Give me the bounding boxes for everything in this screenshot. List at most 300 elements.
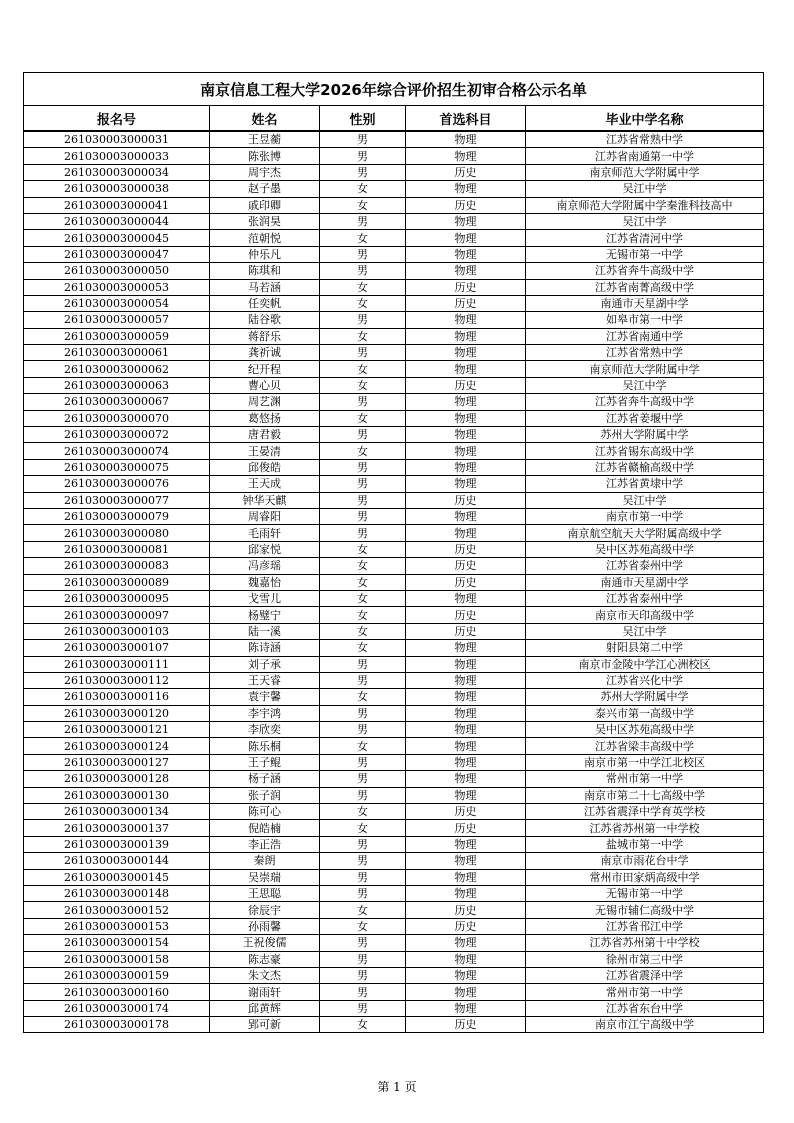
gender-cell: 女	[320, 328, 406, 344]
high-school-cell: 吴江中学	[526, 213, 764, 229]
primary-subject-cell: 物理	[406, 951, 526, 967]
primary-subject-cell: 物理	[406, 427, 526, 443]
admission-list-sheet	[23, 72, 763, 1033]
primary-subject-cell: 物理	[406, 263, 526, 279]
gender-cell: 男	[320, 853, 406, 869]
name-cell: 周宇杰	[210, 164, 320, 180]
table-row	[24, 427, 764, 443]
table-row	[24, 312, 764, 328]
name-cell: 纪开程	[210, 361, 320, 377]
table-row	[24, 722, 764, 738]
table-row	[24, 558, 764, 574]
primary-subject-cell: 历史	[406, 820, 526, 836]
registration-number-cell: 261030003000072	[24, 427, 210, 443]
table-row	[24, 394, 764, 410]
name-cell: 葛悠扬	[210, 410, 320, 426]
registration-number-cell: 261030003000034	[24, 164, 210, 180]
gender-cell: 女	[320, 918, 406, 934]
table-row	[24, 131, 764, 148]
primary-subject-cell: 物理	[406, 836, 526, 852]
high-school-cell: 江苏省泰州中学	[526, 558, 764, 574]
gender-cell: 男	[320, 951, 406, 967]
name-cell: 李宇鸿	[210, 705, 320, 721]
document-title: 南京信息工程大学2026年综合评价招生初审合格公示名单	[24, 73, 764, 106]
primary-subject-cell: 历史	[406, 1017, 526, 1033]
primary-subject-cell: 物理	[406, 394, 526, 410]
registration-number-cell: 261030003000083	[24, 558, 210, 574]
name-cell: 陈琪和	[210, 263, 320, 279]
column-header-name: 姓名	[210, 106, 320, 132]
registration-number-cell: 261030003000063	[24, 377, 210, 393]
table-row	[24, 459, 764, 475]
name-cell: 马若涵	[210, 279, 320, 295]
name-cell: 陈可心	[210, 804, 320, 820]
gender-cell: 女	[320, 640, 406, 656]
registration-number-cell: 261030003000116	[24, 689, 210, 705]
column-header-primary-subject: 首选科目	[406, 106, 526, 132]
table-row	[24, 164, 764, 180]
registration-number-cell: 261030003000127	[24, 754, 210, 770]
primary-subject-cell: 物理	[406, 722, 526, 738]
gender-cell: 女	[320, 410, 406, 426]
name-cell: 陈诗涵	[210, 640, 320, 656]
table-row	[24, 377, 764, 393]
registration-number-cell: 261030003000033	[24, 148, 210, 164]
primary-subject-cell: 历史	[406, 377, 526, 393]
table-row	[24, 853, 764, 869]
primary-subject-cell: 物理	[406, 181, 526, 197]
table-row	[24, 918, 764, 934]
primary-subject-cell: 物理	[406, 771, 526, 787]
table-row	[24, 804, 764, 820]
column-header-high-school: 毕业中学名称	[526, 106, 764, 132]
primary-subject-cell: 物理	[406, 738, 526, 754]
name-cell: 钟华天麒	[210, 492, 320, 508]
registration-number-cell: 261030003000067	[24, 394, 210, 410]
high-school-cell: 江苏省兴化中学	[526, 672, 764, 688]
registration-number-cell: 261030003000158	[24, 951, 210, 967]
high-school-cell: 南京市江宁高级中学	[526, 1017, 764, 1033]
high-school-cell: 无锡市第一中学	[526, 246, 764, 262]
gender-cell: 女	[320, 558, 406, 574]
high-school-cell: 吴江中学	[526, 492, 764, 508]
primary-subject-cell: 物理	[406, 213, 526, 229]
primary-subject-cell: 物理	[406, 656, 526, 672]
high-school-cell: 常州市田家炳高级中学	[526, 869, 764, 885]
primary-subject-cell: 物理	[406, 754, 526, 770]
table-row	[24, 492, 764, 508]
gender-cell: 男	[320, 508, 406, 524]
primary-subject-cell: 历史	[406, 541, 526, 557]
primary-subject-cell: 物理	[406, 689, 526, 705]
gender-cell: 男	[320, 722, 406, 738]
primary-subject-cell: 物理	[406, 984, 526, 1000]
gender-cell: 女	[320, 590, 406, 606]
high-school-cell: 江苏省苏州第十中学校	[526, 935, 764, 951]
name-cell: 李正浩	[210, 836, 320, 852]
name-cell: 倪皓楠	[210, 820, 320, 836]
table-row	[24, 525, 764, 541]
table-row	[24, 820, 764, 836]
high-school-cell: 泰兴市第一高级中学	[526, 705, 764, 721]
name-cell: 邱黄辉	[210, 1000, 320, 1016]
registration-number-cell: 261030003000121	[24, 722, 210, 738]
table-row	[24, 410, 764, 426]
table-row	[24, 148, 764, 164]
primary-subject-cell: 物理	[406, 459, 526, 475]
gender-cell: 女	[320, 377, 406, 393]
primary-subject-cell: 历史	[406, 279, 526, 295]
table-row	[24, 705, 764, 721]
gender-cell: 女	[320, 361, 406, 377]
name-cell: 唐君毅	[210, 427, 320, 443]
name-cell: 谢雨轩	[210, 984, 320, 1000]
name-cell: 秦朗	[210, 853, 320, 869]
registration-number-cell: 261030003000044	[24, 213, 210, 229]
high-school-cell: 吴中区苏苑高级中学	[526, 541, 764, 557]
table-row	[24, 230, 764, 246]
gender-cell: 女	[320, 607, 406, 623]
high-school-cell: 江苏省姜堰中学	[526, 410, 764, 426]
high-school-cell: 射阳县第二中学	[526, 640, 764, 656]
primary-subject-cell: 物理	[406, 1000, 526, 1016]
gender-cell: 女	[320, 443, 406, 459]
name-cell: 杨璧宁	[210, 607, 320, 623]
high-school-cell: 南京市金陵中学江心洲校区	[526, 656, 764, 672]
high-school-cell: 南京市雨花台中学	[526, 853, 764, 869]
registration-number-cell: 261030003000074	[24, 443, 210, 459]
gender-cell: 女	[320, 181, 406, 197]
table-row	[24, 443, 764, 459]
registration-number-cell: 261030003000080	[24, 525, 210, 541]
admission-list-table	[23, 72, 764, 1033]
primary-subject-cell: 历史	[406, 574, 526, 590]
high-school-cell: 江苏省苏州第一中学校	[526, 820, 764, 836]
gender-cell: 男	[320, 427, 406, 443]
high-school-cell: 江苏省震泽中学	[526, 967, 764, 983]
name-cell: 邱家悦	[210, 541, 320, 557]
high-school-cell: 南京市第一中学	[526, 508, 764, 524]
primary-subject-cell: 历史	[406, 607, 526, 623]
name-cell: 范朝悦	[210, 230, 320, 246]
name-cell: 王昱蘅	[210, 131, 320, 148]
registration-number-cell: 261030003000159	[24, 967, 210, 983]
primary-subject-cell: 物理	[406, 230, 526, 246]
name-cell: 陈张博	[210, 148, 320, 164]
name-cell: 邱俊皓	[210, 459, 320, 475]
gender-cell: 男	[320, 263, 406, 279]
high-school-cell: 苏州大学附属中学	[526, 689, 764, 705]
primary-subject-cell: 物理	[406, 967, 526, 983]
name-cell: 冯彦瑶	[210, 558, 320, 574]
registration-number-cell: 261030003000077	[24, 492, 210, 508]
high-school-cell: 南京航空航天大学附属高级中学	[526, 525, 764, 541]
name-cell: 王晏清	[210, 443, 320, 459]
name-cell: 周艺渊	[210, 394, 320, 410]
name-cell: 吴崇瑞	[210, 869, 320, 885]
table-row	[24, 361, 764, 377]
gender-cell: 女	[320, 820, 406, 836]
table-row	[24, 623, 764, 639]
name-cell: 刘子承	[210, 656, 320, 672]
primary-subject-cell: 历史	[406, 164, 526, 180]
table-row	[24, 476, 764, 492]
registration-number-cell: 261030003000050	[24, 263, 210, 279]
registration-number-cell: 261030003000057	[24, 312, 210, 328]
primary-subject-cell: 物理	[406, 787, 526, 803]
gender-cell: 男	[320, 754, 406, 770]
gender-cell: 男	[320, 869, 406, 885]
high-school-cell: 江苏省锡东高级中学	[526, 443, 764, 459]
gender-cell: 男	[320, 246, 406, 262]
table-row	[24, 541, 764, 557]
name-cell: 陆一溪	[210, 623, 320, 639]
table-row	[24, 656, 764, 672]
registration-number-cell: 261030003000174	[24, 1000, 210, 1016]
registration-number-cell: 261030003000070	[24, 410, 210, 426]
table-row	[24, 640, 764, 656]
registration-number-cell: 261030003000075	[24, 459, 210, 475]
registration-number-cell: 261030003000160	[24, 984, 210, 1000]
table-row	[24, 295, 764, 311]
table-row	[24, 967, 764, 983]
name-cell: 曹心贝	[210, 377, 320, 393]
high-school-cell: 江苏省东台中学	[526, 1000, 764, 1016]
registration-number-cell: 261030003000054	[24, 295, 210, 311]
registration-number-cell: 261030003000041	[24, 197, 210, 213]
name-cell: 赵子墨	[210, 181, 320, 197]
gender-cell: 女	[320, 574, 406, 590]
primary-subject-cell: 物理	[406, 525, 526, 541]
gender-cell: 男	[320, 705, 406, 721]
high-school-cell: 常州市第一中学	[526, 771, 764, 787]
name-cell: 陆谷歌	[210, 312, 320, 328]
high-school-cell: 无锡市第一中学	[526, 885, 764, 901]
table-row	[24, 754, 764, 770]
high-school-cell: 江苏省常熟中学	[526, 345, 764, 361]
name-cell: 魏嘉怡	[210, 574, 320, 590]
gender-cell: 女	[320, 295, 406, 311]
table-row	[24, 787, 764, 803]
primary-subject-cell: 历史	[406, 804, 526, 820]
column-header-registration-number: 报名号	[24, 106, 210, 132]
name-cell: 张子润	[210, 787, 320, 803]
high-school-cell: 南京市第一中学江北校区	[526, 754, 764, 770]
registration-number-cell: 261030003000103	[24, 623, 210, 639]
column-header-gender: 性别	[320, 106, 406, 132]
table-row	[24, 508, 764, 524]
table-row	[24, 836, 764, 852]
table-row	[24, 771, 764, 787]
registration-number-cell: 261030003000045	[24, 230, 210, 246]
gender-cell: 男	[320, 312, 406, 328]
primary-subject-cell: 物理	[406, 885, 526, 901]
gender-cell: 男	[320, 148, 406, 164]
gender-cell: 男	[320, 787, 406, 803]
registration-number-cell: 261030003000137	[24, 820, 210, 836]
gender-cell: 女	[320, 689, 406, 705]
registration-number-cell: 261030003000130	[24, 787, 210, 803]
high-school-cell: 南京师范大学附属中学	[526, 164, 764, 180]
high-school-cell: 江苏省清河中学	[526, 230, 764, 246]
primary-subject-cell: 物理	[406, 590, 526, 606]
high-school-cell: 无锡市辅仁高级中学	[526, 902, 764, 918]
table-row	[24, 246, 764, 262]
table-row	[24, 1017, 764, 1033]
name-cell: 李欣奕	[210, 722, 320, 738]
gender-cell: 男	[320, 476, 406, 492]
name-cell: 蒋舒乐	[210, 328, 320, 344]
name-cell: 王思聪	[210, 885, 320, 901]
high-school-cell: 常州市第一中学	[526, 984, 764, 1000]
name-cell: 毛雨轩	[210, 525, 320, 541]
primary-subject-cell: 历史	[406, 295, 526, 311]
name-cell: 王天成	[210, 476, 320, 492]
registration-number-cell: 261030003000112	[24, 672, 210, 688]
registration-number-cell: 261030003000145	[24, 869, 210, 885]
registration-number-cell: 261030003000139	[24, 836, 210, 852]
name-cell: 陈乐桐	[210, 738, 320, 754]
gender-cell: 男	[320, 672, 406, 688]
gender-cell: 男	[320, 656, 406, 672]
high-school-cell: 江苏省邗江中学	[526, 918, 764, 934]
high-school-cell: 江苏省泰州中学	[526, 590, 764, 606]
primary-subject-cell: 物理	[406, 508, 526, 524]
registration-number-cell: 261030003000128	[24, 771, 210, 787]
primary-subject-cell: 历史	[406, 492, 526, 508]
gender-cell: 男	[320, 836, 406, 852]
high-school-cell: 南京师范大学附属中学	[526, 361, 764, 377]
primary-subject-cell: 物理	[406, 131, 526, 148]
high-school-cell: 南京市第二十七高级中学	[526, 787, 764, 803]
registration-number-cell: 261030003000144	[24, 853, 210, 869]
high-school-cell: 江苏省奔牛高级中学	[526, 394, 764, 410]
registration-number-cell: 261030003000154	[24, 935, 210, 951]
registration-number-cell: 261030003000038	[24, 181, 210, 197]
high-school-cell: 江苏省南通第一中学	[526, 148, 764, 164]
name-cell: 戈雪儿	[210, 590, 320, 606]
primary-subject-cell: 物理	[406, 672, 526, 688]
high-school-cell: 吴江中学	[526, 377, 764, 393]
high-school-cell: 如皋市第一中学	[526, 312, 764, 328]
table-row	[24, 869, 764, 885]
table-header-row	[24, 106, 764, 132]
table-row	[24, 885, 764, 901]
high-school-cell: 江苏省常熟中学	[526, 131, 764, 148]
name-cell: 杨子涵	[210, 771, 320, 787]
registration-number-cell: 261030003000178	[24, 1017, 210, 1033]
high-school-cell: 吴中区苏苑高级中学	[526, 722, 764, 738]
gender-cell: 男	[320, 967, 406, 983]
name-cell: 王子鲲	[210, 754, 320, 770]
registration-number-cell: 261030003000053	[24, 279, 210, 295]
name-cell: 袁宇馨	[210, 689, 320, 705]
registration-number-cell: 261030003000031	[24, 131, 210, 148]
high-school-cell: 江苏省赣榆高级中学	[526, 459, 764, 475]
table-row	[24, 590, 764, 606]
registration-number-cell: 261030003000079	[24, 508, 210, 524]
gender-cell: 男	[320, 131, 406, 148]
gender-cell: 男	[320, 885, 406, 901]
registration-number-cell: 261030003000095	[24, 590, 210, 606]
name-cell: 龚祈诚	[210, 345, 320, 361]
high-school-cell: 徐州市第三中学	[526, 951, 764, 967]
gender-cell: 男	[320, 394, 406, 410]
gender-cell: 男	[320, 984, 406, 1000]
name-cell: 陈志豪	[210, 951, 320, 967]
gender-cell: 男	[320, 492, 406, 508]
high-school-cell: 苏州大学附属中学	[526, 427, 764, 443]
primary-subject-cell: 历史	[406, 623, 526, 639]
primary-subject-cell: 物理	[406, 705, 526, 721]
registration-number-cell: 261030003000134	[24, 804, 210, 820]
gender-cell: 女	[320, 738, 406, 754]
name-cell: 郢可新	[210, 1017, 320, 1033]
table-row	[24, 213, 764, 229]
table-row	[24, 902, 764, 918]
name-cell: 任奕帆	[210, 295, 320, 311]
gender-cell: 男	[320, 525, 406, 541]
table-row	[24, 345, 764, 361]
registration-number-cell: 261030003000152	[24, 902, 210, 918]
registration-number-cell: 261030003000124	[24, 738, 210, 754]
registration-number-cell: 261030003000062	[24, 361, 210, 377]
name-cell: 戚印卿	[210, 197, 320, 213]
registration-number-cell: 261030003000111	[24, 656, 210, 672]
page-number: 第 1 页	[377, 1080, 417, 1094]
table-body	[24, 131, 764, 1033]
registration-number-cell: 261030003000047	[24, 246, 210, 262]
high-school-cell: 江苏省梁丰高级中学	[526, 738, 764, 754]
primary-subject-cell: 物理	[406, 345, 526, 361]
gender-cell: 男	[320, 459, 406, 475]
primary-subject-cell: 物理	[406, 148, 526, 164]
gender-cell: 女	[320, 902, 406, 918]
primary-subject-cell: 物理	[406, 246, 526, 262]
gender-cell: 男	[320, 1000, 406, 1016]
high-school-cell: 江苏省黄埭中学	[526, 476, 764, 492]
name-cell: 仲乐凡	[210, 246, 320, 262]
table-row	[24, 984, 764, 1000]
table-row	[24, 689, 764, 705]
gender-cell: 女	[320, 230, 406, 246]
registration-number-cell: 261030003000089	[24, 574, 210, 590]
registration-number-cell: 261030003000120	[24, 705, 210, 721]
primary-subject-cell: 历史	[406, 197, 526, 213]
registration-number-cell: 261030003000076	[24, 476, 210, 492]
name-cell: 张润昊	[210, 213, 320, 229]
table-row	[24, 607, 764, 623]
high-school-cell: 盐城市第一中学	[526, 836, 764, 852]
registration-number-cell: 261030003000107	[24, 640, 210, 656]
primary-subject-cell: 物理	[406, 935, 526, 951]
registration-number-cell: 261030003000081	[24, 541, 210, 557]
table-row	[24, 197, 764, 213]
gender-cell: 女	[320, 279, 406, 295]
gender-cell: 女	[320, 623, 406, 639]
gender-cell: 男	[320, 771, 406, 787]
primary-subject-cell: 物理	[406, 869, 526, 885]
registration-number-cell: 261030003000153	[24, 918, 210, 934]
name-cell: 王天睿	[210, 672, 320, 688]
high-school-cell: 吴江中学	[526, 181, 764, 197]
primary-subject-cell: 物理	[406, 328, 526, 344]
name-cell: 朱文杰	[210, 967, 320, 983]
primary-subject-cell: 物理	[406, 312, 526, 328]
primary-subject-cell: 历史	[406, 902, 526, 918]
primary-subject-cell: 物理	[406, 443, 526, 459]
table-row	[24, 672, 764, 688]
